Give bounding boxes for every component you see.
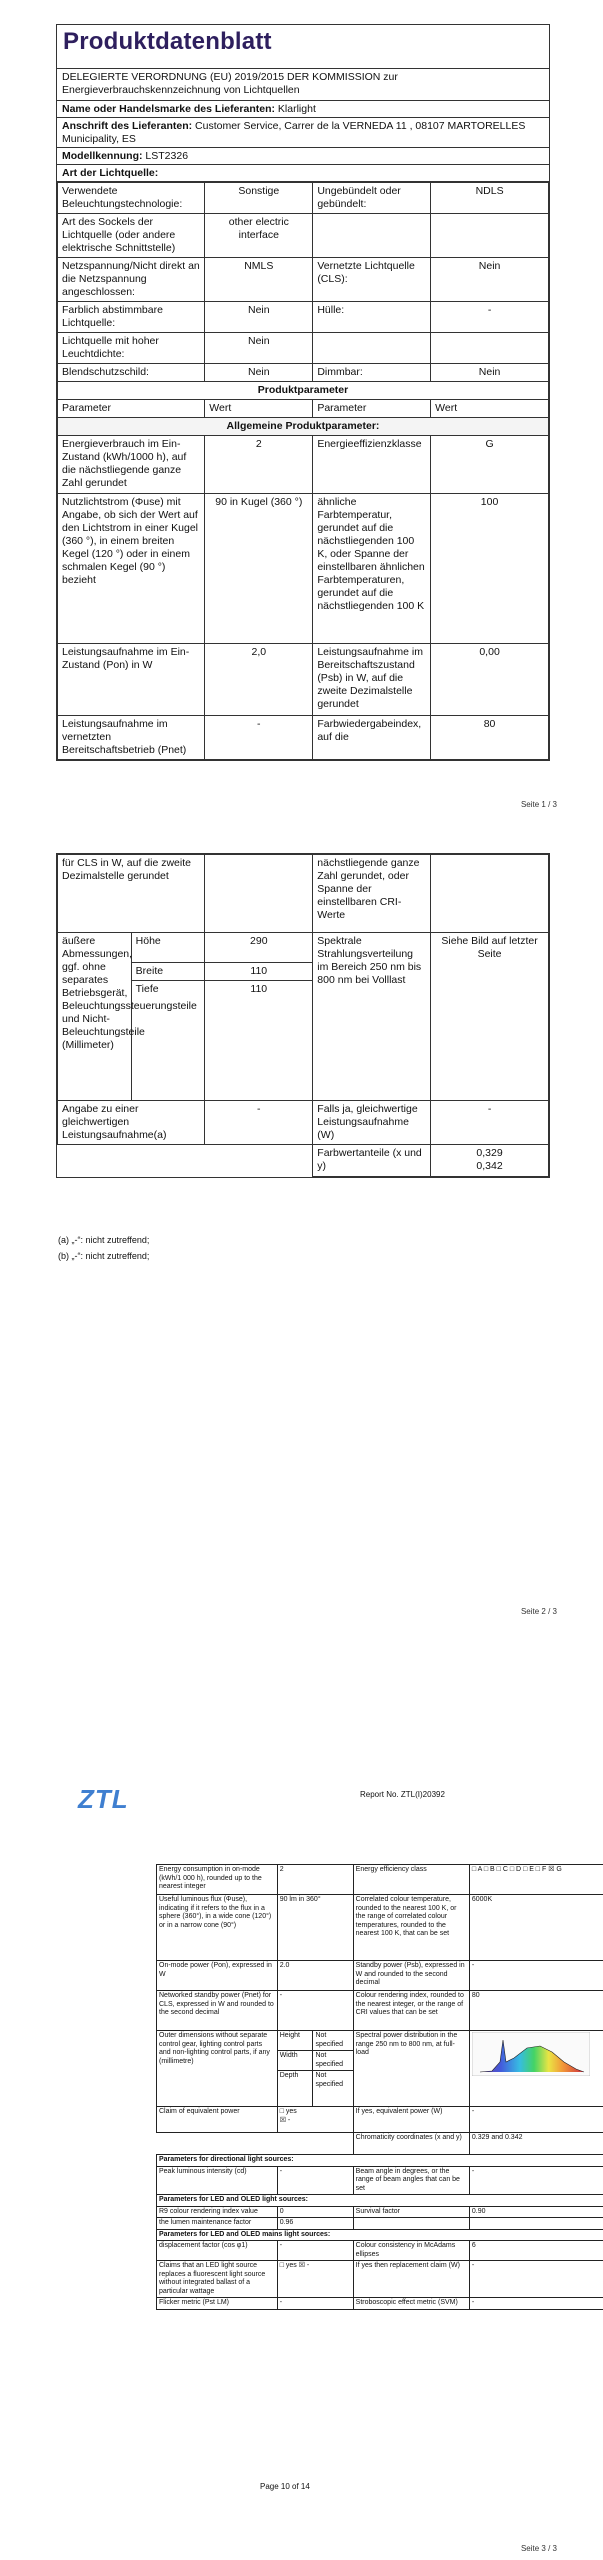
table-row: displacement factor (cos φ1) - Colour consistency in McAdams ellipses 6: [157, 2241, 603, 2261]
page-title: Produktdatenblatt: [57, 25, 549, 69]
table-row: Farblich abstimmbare Lichtquelle: Nein Hülle: -: [58, 302, 549, 333]
datasheet-frame: [56, 24, 550, 761]
source-table: [57, 182, 549, 760]
report-number: Report No. ZTL(I)20392: [360, 1790, 445, 1799]
table-header-row: Parameter Wert Parameter Wert: [58, 400, 549, 418]
regulation-text: DELEGIERTE VERORDNUNG (EU) 2019/2015 DER KOMMISSION zur Energieverbrauchskennzeichnung von Lichtquellen: [57, 69, 549, 101]
table-row: Flicker metric (Pst LM) - Stroboscopic effect metric (SVM) -: [157, 2298, 603, 2310]
table-row: Outer dimensions without separate control gear, lighting control parts and non-lighting control parts, if any (millimetre) Height Not specified Spectral power distribution in the range 250 nm to 800 nm, at full-load: [157, 2031, 603, 2051]
table-row: Produktparameter: [58, 382, 549, 400]
table-row: Tiefe 110: [58, 981, 549, 1101]
table-row: R9 colour rendering index value 0 Survival factor 0.90: [157, 2206, 603, 2218]
report-table: [156, 1864, 603, 2310]
table-row: Netzspannung/Nicht direkt an die Netzspannung angeschlossen: NMLS Vernetzte Lichtquelle (CLS): Nein: [58, 258, 549, 302]
supplier-row: Name oder Handelsmarke des Lieferanten: Klarlight: [57, 101, 549, 118]
address-row: Anschrift des Lieferanten: Customer Service, Carrer de la VERNEDA 11 , 08107 MARTORELLES Municipality, ES: [57, 118, 549, 148]
footnote-a: (a) „-“: nicht zutreffend;: [58, 1235, 150, 1245]
table-row: Chromaticity coordinates (x and y) 0.329 and 0.342: [157, 2133, 603, 2155]
table-row: Parameters for LED and OLED mains light sources:: [157, 2229, 603, 2241]
ztl-logo: ZTL: [78, 1784, 129, 1814]
page-1: [0, 0, 603, 820]
spectrum-chart: [469, 2031, 603, 2107]
table-row: Parameters for directional light sources:: [157, 2155, 603, 2167]
table-row: Breite 110: [58, 963, 549, 981]
page-number: Seite 3 / 3: [520, 2544, 557, 2553]
table-row: Energieverbrauch im Ein-Zustand (kWh/1000 h), auf die nächstliegende ganze Zahl gerundet 2 Energieeffizienzklasse G: [58, 436, 549, 494]
table-row: Useful luminous flux (Φuse), indicating if it refers to the flux in a sphere (360°), in a wide cone (120°) or in a narrow cone (90°) 90 lm in 360° Correlated colour temperature, rounded to the nearest 100 K, or the range of correlated colour temperatures, rounded to the nearest 100 K, that can be set 6000K: [157, 1895, 603, 1961]
table-row: Parameters for LED and OLED light sources:: [157, 2195, 603, 2207]
table-row: On-mode power (Pon), expressed in W 2.0 Standby power (Psb), expressed in W and rounded to the second decimal -: [157, 1961, 603, 1991]
table-row: Verwendete Beleuchtungstechnologie: Sonstige Ungebündelt oder gebündelt: NDLS: [58, 183, 549, 214]
table-row: Width Not specified: [157, 2051, 603, 2071]
page-number: Seite 1 / 3: [520, 800, 557, 809]
footnote-b: (b) „-“: nicht zutreffend;: [58, 1251, 150, 1261]
table-row: Farbwertanteile (x und y) 0,329 0,342: [58, 1145, 549, 1177]
table-row: Art des Sockels der Lichtquelle (oder andere elektrische Schnittstelle) other electric interface: [58, 214, 549, 258]
page-3: [0, 1760, 603, 2560]
page-number: Seite 2 / 3: [520, 1607, 557, 1616]
table-row: Claims that an LED light source replaces a fluorescent light source without integrated ballast of a particular wattage □ yes ☒ - If yes then replacement claim (W) -: [157, 2261, 603, 2298]
table-row: für CLS in W, auf die zweite Dezimalstelle gerundet nächstliegende ganze Zahl gerundet, oder Spanne der einstellbaren CRI-Werte: [58, 855, 549, 933]
table-row: Leistungsaufnahme im vernetzten Bereitschaftsbetrieb (Pnet) - Farbwiedergabeindex, auf die 80: [58, 716, 549, 760]
table-row: Allgemeine Produktparameter:: [58, 418, 549, 436]
table-row: Angabe zu einer gleichwertigen Leistungsaufnahme(a) - Falls ja, gleichwertige Leistungsaufnahme (W) -: [58, 1101, 549, 1145]
spectrum-image: [472, 2032, 590, 2076]
table-row: Networked standby power (Pnet) for CLS, expressed in W and rounded to the second decimal - Colour rendering index, rounded to the nearest integer, or the range of CRI values that can be set 80: [157, 1991, 603, 2031]
table-row: Nutzlichtstrom (Φuse) mit Angabe, ob sich der Wert auf den Lichtstrom in einer Kugel (360 °), in einem breiten Kegel (120 °) oder in einem schmalen Kegel (90 °) bezieht 90 in Kugel (360 °) ähnliche Farbtemperatur, gerundet auf die nächstliegenden 100 K, oder Spanne der einstellbaren ähnlichen Farbtemperaturen, gerundet auf die nächstliegenden 100 K 100: [58, 494, 549, 644]
table-row: Depth Not specified: [157, 2071, 603, 2107]
model-row: Modellkennung: LST2326: [57, 148, 549, 165]
table-row: äußere Abmessungen, ggf. ohne separates Betriebsgerät, Beleuchtungssteuerungsteile und Nicht-Beleuchtungsteile (Millimeter) Höhe 290 Spektrale Strahlungsverteilung im Bereich 250 nm bis 800 nm bei Volllast Siehe Bild auf letzter Seite: [58, 933, 549, 963]
report-page-footer: Page 10 of 14: [260, 2482, 310, 2491]
source-type-row: Art der Lichtquelle:: [57, 165, 549, 182]
table-row: Energy consumption in on-mode (kWh/1 000 h), rounded up to the nearest integer 2 Energy efficiency class □ A □ B □ C □ D □ E □ F ☒ G: [157, 1865, 603, 1895]
datasheet-frame-continued: [56, 853, 550, 1178]
dimensions-table: [57, 854, 549, 1177]
table-row: Blendschutzschild: Nein Dimmbar: Nein: [58, 364, 549, 382]
table-row: Peak luminous intensity (cd) - Beam angle in degrees, or the range of beam angles that can be set -: [157, 2166, 603, 2195]
table-row: Lichtquelle mit hoher Leuchtdichte: Nein: [58, 333, 549, 364]
page-2: [0, 853, 603, 1643]
table-row: Claim of equivalent power □ yes ☒ - If yes, equivalent power (W) -: [157, 2107, 603, 2133]
table-row: Leistungsaufnahme im Ein-Zustand (Pon) in W 2,0 Leistungsaufnahme im Bereitschaftszustand (Psb) in W, auf die zweite Dezimalstelle gerundet 0,00: [58, 644, 549, 716]
table-row: the lumen maintenance factor 0.96: [157, 2218, 603, 2230]
